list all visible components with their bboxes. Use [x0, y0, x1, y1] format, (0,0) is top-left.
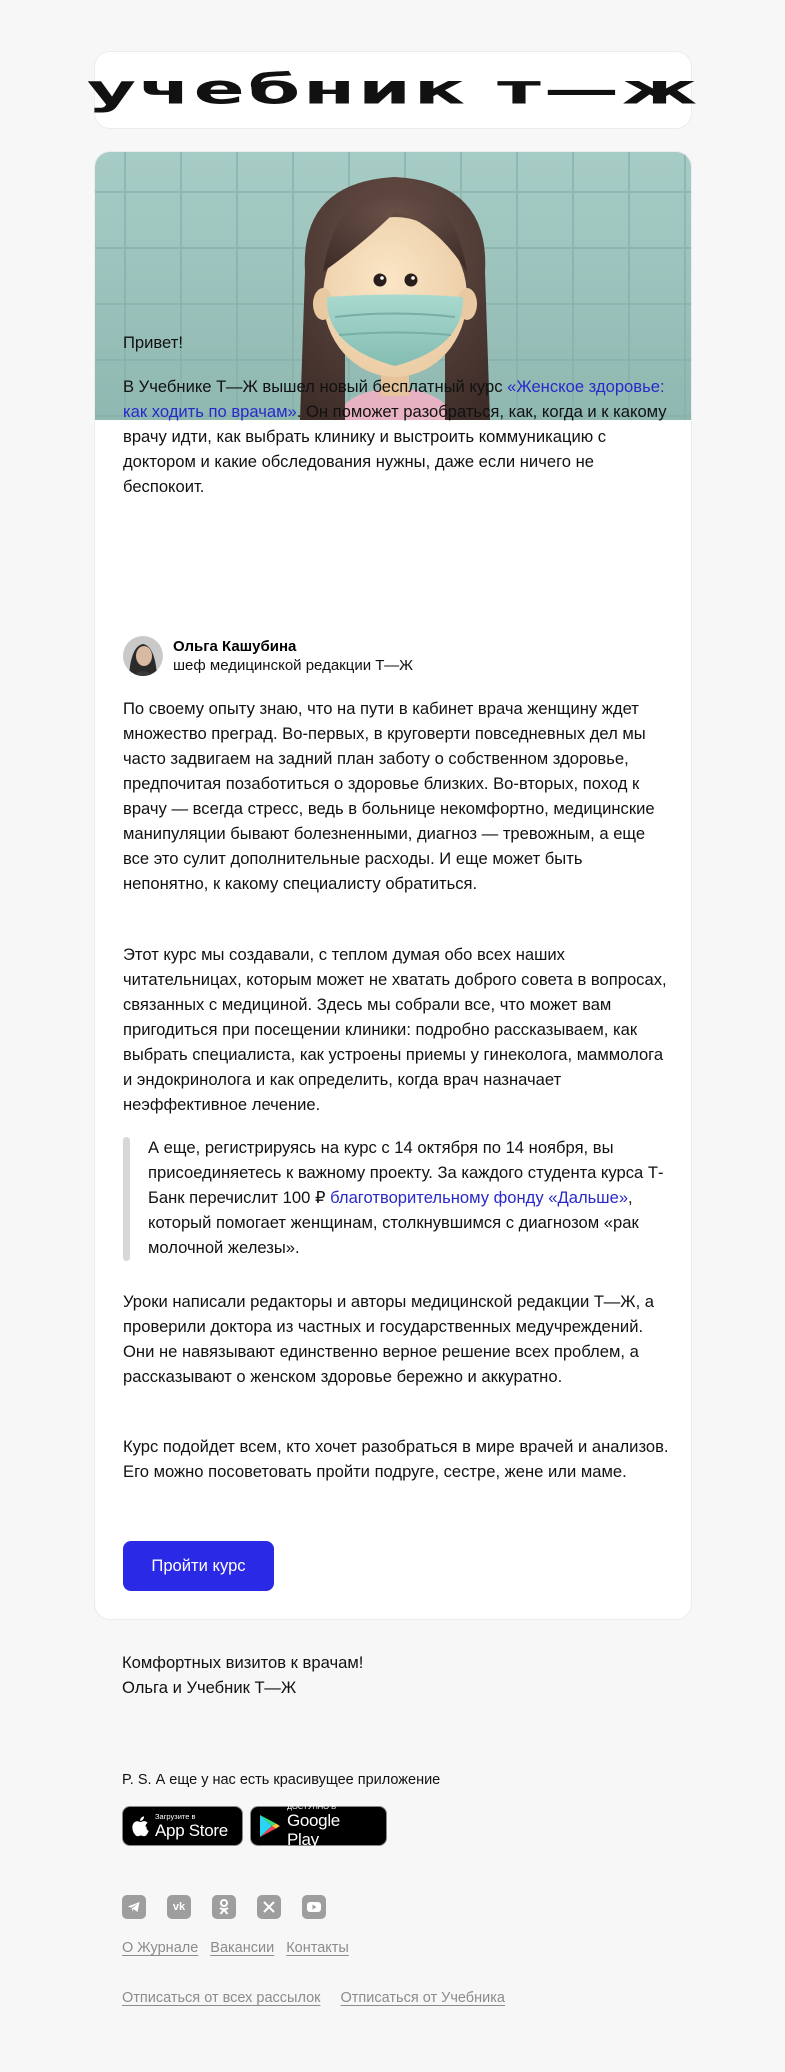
footer-links [122, 1940, 349, 1956]
signoff [122, 1650, 662, 1700]
charity-quote [123, 1135, 671, 1260]
course-link[interactable]: «Женское здоровье: как ходить по врачам» [123, 377, 665, 421]
signoff-line-1: Комфортных визитов к врачам! [122, 1653, 364, 1672]
paragraph-audience: Курс подойдет всем, кто хочет разобраться в мире врачей и анализов. Его можно посоветовать пройти подруге, сестре, жене или маме. [123, 1437, 669, 1481]
unsubscribe-links [122, 1990, 505, 2006]
intro-text-start: В Учебнике Т—Ж вышел новый бесплатный курс [123, 377, 508, 396]
app-store-badges [122, 1802, 387, 1849]
apple-icon [131, 1815, 149, 1837]
about-link[interactable]: О Журнале [122, 1940, 199, 1956]
unsubscribe-textbook-link[interactable]: Отписаться от Учебника [340, 1990, 505, 2006]
youtube-icon[interactable] [302, 1895, 326, 1919]
charity-link[interactable]: благотворительному фонду «Дальше» [330, 1188, 629, 1207]
ok-icon[interactable] [212, 1895, 236, 1919]
quote-text-start: А еще, регистрируясь на курс с 14 октября по 14 ноября, вы присоединяетесь к важному проекту. За каждого студента курса Т-Банк перечислит 100 ₽ [148, 1138, 664, 1207]
intro-text-end: . Он поможет разобраться, как, когда и к какому врачу идти, как выбрать клинику и выстроить коммуникацию с доктором и какие обследования нужны, даже если ничего не беспокоит. [123, 402, 667, 496]
header-logo-card [86, 51, 700, 129]
unsubscribe-all-link[interactable]: Отписаться от всех рассылок [122, 1990, 321, 2006]
author-role: шеф медицинской редакции Т—Ж [173, 656, 413, 674]
signoff-line-2: Ольга и Учебник Т—Ж [122, 1678, 297, 1697]
intro-paragraph [123, 374, 671, 499]
social-links [122, 1895, 326, 1919]
paragraph-course: Этот курс мы создавали, с теплом думая обо всех наших читательницах, которым может не хватать доброго совета в вопросах, связанных с медициной. Здесь мы собрали все, что может вам пригодиться при посещении клиники: подробно рассказываем, как выбрать специалиста, как устроены приемы у гинеколога, маммолога и эндокринолога и как определить, когда врач назначает неэффективное лечение. [123, 945, 667, 1114]
app-store-badge[interactable] [122, 1806, 243, 1846]
app-store-name: App Store [155, 1820, 228, 1840]
app-store-small: Загрузите в [155, 1811, 196, 1821]
vacancies-link[interactable]: Вакансии [210, 1940, 275, 1956]
vk-icon[interactable]: vk [167, 1895, 191, 1919]
contacts-link[interactable]: Контакты [286, 1940, 349, 1956]
take-course-button[interactable]: Пройти курс [123, 1541, 274, 1591]
google-play-name: Google Play [286, 1811, 340, 1849]
quote-text-end: , который помогает женщинам, столкнувшимся с диагнозом «рак молочной железы». [148, 1188, 639, 1257]
greeting: Привет! [123, 333, 183, 352]
google-play-badge[interactable] [250, 1802, 387, 1849]
paragraph-authors: Уроки написали редакторы и авторы медицинской редакции Т—Ж, а проверили доктора из частных и государственных медучреждений. Они не навязывают единственно верное решение всех проблем, а рассказывают о женском здоровье бережно и аккуратно. [123, 1292, 655, 1386]
main-card [94, 151, 692, 1620]
x-icon[interactable] [257, 1895, 281, 1919]
ps-text: P. S. А еще у нас есть красивущее приложение [122, 1772, 441, 1788]
author-block [123, 636, 413, 676]
author-name: Ольга Кашубина [173, 637, 297, 655]
author-avatar [123, 636, 163, 676]
logo[interactable]: учебник т—ж [86, 66, 700, 114]
quote-bar [123, 1137, 130, 1261]
google-play-small: ДОСТУПНО В [286, 1802, 337, 1811]
google-play-icon [259, 1814, 281, 1838]
telegram-icon[interactable] [122, 1895, 146, 1919]
paragraph-obstacles: По своему опыту знаю, что на пути в кабинет врача женщину ждет множество преград. Во-первых, в круговерти повседневных дел мы часто задвигаем на задний план заботу о собственном здоровье, предпочитая позаботиться о здоровье близких. Во-вторых, поход к врачу — всегда стресс, ведь в больнице некомфортно, медицинские манипуляции бывают болезненными, диагноз — тревожным, а еще все это сулит дополнительные расходы. И еще может быть непонятно, к какому специалисту обратиться. [123, 699, 655, 893]
